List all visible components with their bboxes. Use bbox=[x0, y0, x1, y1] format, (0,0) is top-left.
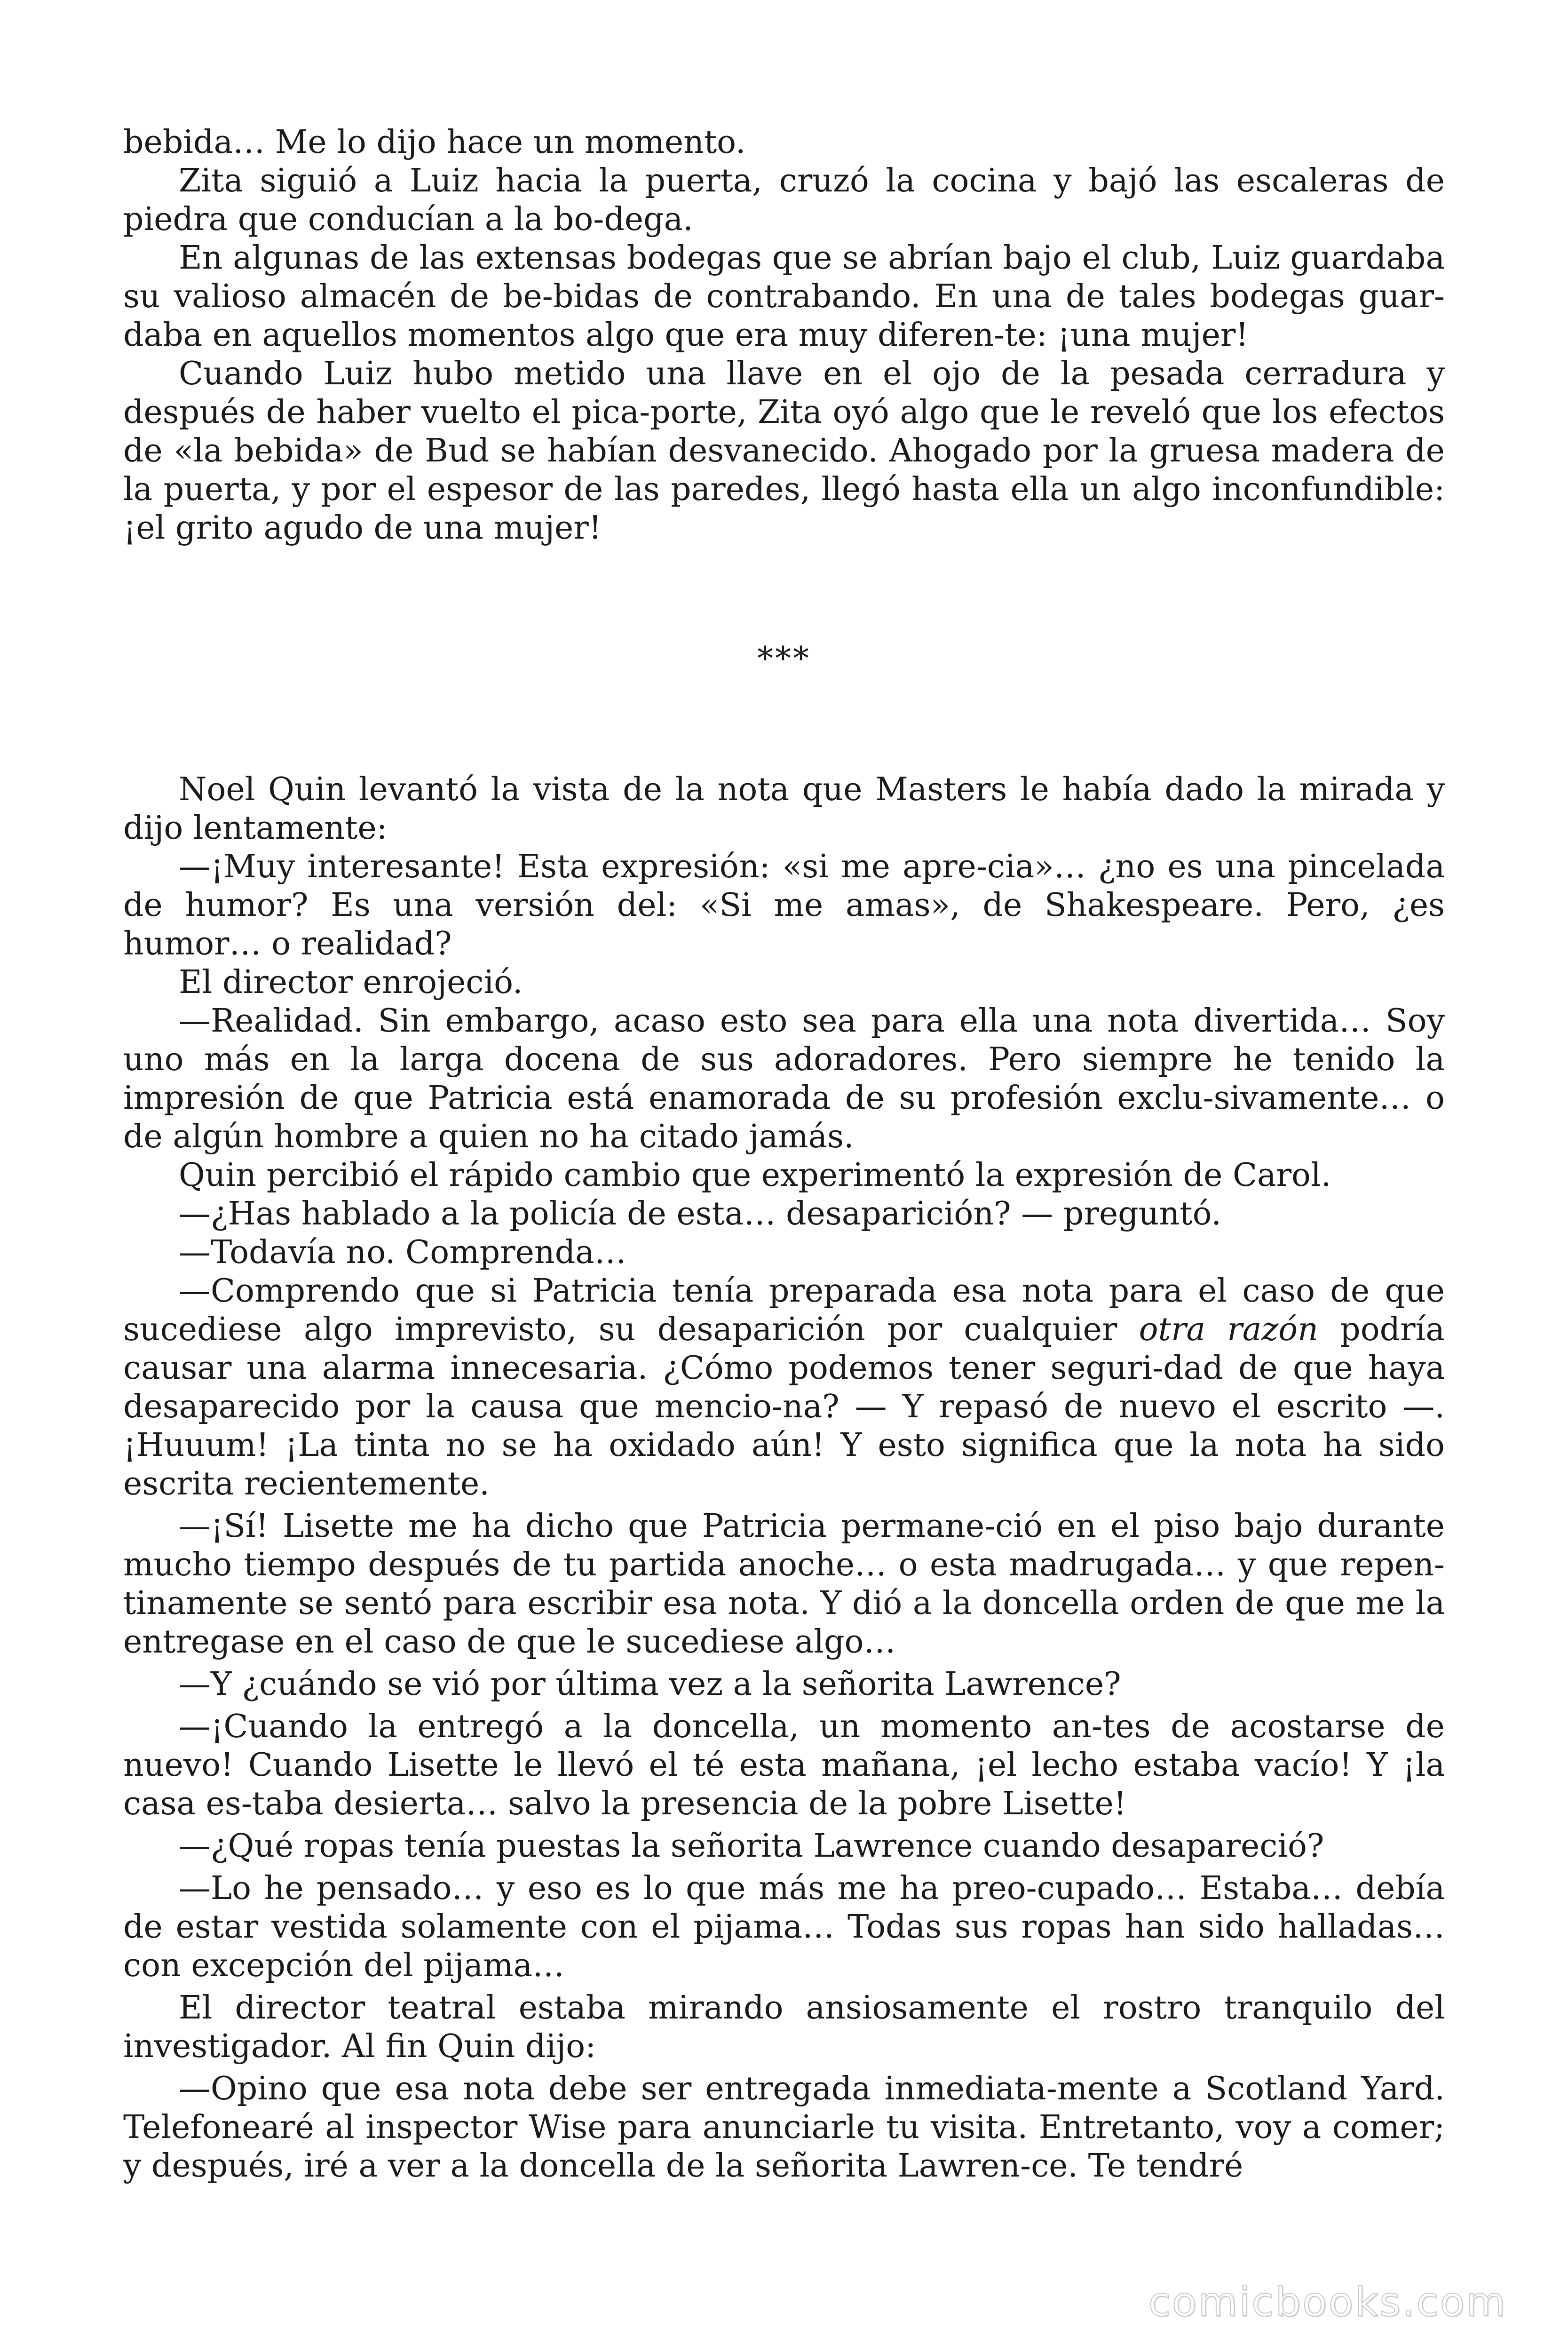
paragraph: Noel Quin levantó la vista de la nota que Masters le había dado la mirada y dijo lentamente: bbox=[123, 771, 1445, 847]
text-run: podría causar una alarma innecesaria. ¿Cómo podemos tener seguri-dad de que haya desaparecido por la causa que mencio-na? — Y repasó de nuevo el escrito —. ¡Huuum! ¡La tinta no se ha oxidado aún! Y esto significa que la nota ha sido escrita recientemente. bbox=[123, 1311, 1445, 1502]
paragraph: —¿Has hablado a la policía de esta… desaparición? — preguntó. bbox=[179, 1195, 1221, 1232]
paragraph: —Opino que esa nota debe ser entregada inmediata-mente a Scotland Yard. Telefonearé al inspector Wise para anunciarle tu visita. Entretanto, voy a comer; y después, iré a ver a la doncella de la señorita Lawren-ce. Te tendré bbox=[123, 2070, 1445, 2185]
paragraph: —¿Qué ropas tenía puestas la señorita Lawrence cuando desapareció? bbox=[179, 1828, 1324, 1865]
paragraph: Cuando Luiz hubo metido una llave en el ojo de la pesada cerradura y después de haber vuelto el pica-porte, Zita oyó algo que le reveló que los efectos de «la bebida» de Bud se habían desvanecido. Ahogado por la gruesa madera de la puerta, y por el espesor de las paredes, llegó hasta ella un algo inconfundible: ¡el grito agudo de una mujer! bbox=[123, 355, 1445, 547]
paragraph: —Lo he pensado… y eso es lo que más me ha preo-cupado… Estaba… debía de estar vestida solamente con el pijama… Todas sus ropas han sido halladas… con excepción del pijama… bbox=[123, 1870, 1445, 1984]
paragraph: Zita siguió a Luiz hacia la puerta, cruzó la cocina y bajó las escaleras de piedra que conducían a la bo-dega. bbox=[123, 162, 1445, 238]
paragraph: —Todavía no. Comprenda… bbox=[179, 1234, 626, 1271]
paragraph: —¡Sí! Lisette me ha dicho que Patricia permane-ció en el piso bajo durante mucho tiempo después de tu partida anoche… o esta madrugada… y que repen-tinamente se sentó para escribir esa nota. Y dió a la doncella orden de que me la entregase en el caso de que le sucediese algo… bbox=[123, 1508, 1445, 1661]
paragraph: El director teatral estaba mirando ansiosamente el rostro tranquilo del investigador. Al fin Quin dijo: bbox=[123, 1989, 1445, 2065]
paragraph: —Realidad. Sin embargo, acaso esto sea para ella una nota divertida… Soy uno más en la larga docena de sus adoradores. Pero siempre he tenido la impresión de que Patricia está enamorada de su profesión exclu-sivamente… o de algún hombre a quien no ha citado jamás. bbox=[123, 1002, 1445, 1155]
emphasis: otra razón bbox=[1139, 1311, 1318, 1348]
paragraph: —¡Cuando la entregó a la doncella, un momento an-tes de acostarse de nuevo! Cuando Lisette le llevó el té esta mañana, ¡el lecho estaba vacío! Y ¡la casa es-taba desierta… salvo la presencia de la pobre Lisette! bbox=[123, 1708, 1445, 1822]
page-body bbox=[123, 123, 1445, 2185]
watermark: comicbooks.com bbox=[1148, 2279, 1507, 2326]
scene-break: *** bbox=[757, 640, 811, 677]
paragraph: En algunas de las extensas bodegas que se abrían bajo el club, Luiz guardaba su valioso almacén de be-bidas de contrabando. En una de tales bodegas guar-daba en aquellos momentos algo que era muy diferen-te: ¡una mujer! bbox=[123, 239, 1445, 354]
paragraph: Quin percibió el rápido cambio que experimentó la expresión de Carol. bbox=[179, 1157, 1331, 1194]
paragraph: El director enrojeció. bbox=[179, 964, 523, 1001]
paragraph bbox=[123, 1272, 1445, 1503]
text-run: —Comprendo que si Patricia tenía preparada esa nota para el caso de que sucediese algo imprevisto, su desaparición por cualquier bbox=[123, 1272, 1445, 1348]
paragraph: bebida… Me lo dijo hace un momento. bbox=[123, 124, 746, 161]
paragraph: —Y ¿cuándo se vió por última vez a la señorita Lawrence? bbox=[179, 1666, 1121, 1703]
paragraph: —¡Muy interesante! Esta expresión: «si me apre-cia»… ¿no es una pincelada de humor? Es una versión del: «Si me amas», de Shakespeare. Pero, ¿es humor… o realidad? bbox=[123, 848, 1445, 962]
